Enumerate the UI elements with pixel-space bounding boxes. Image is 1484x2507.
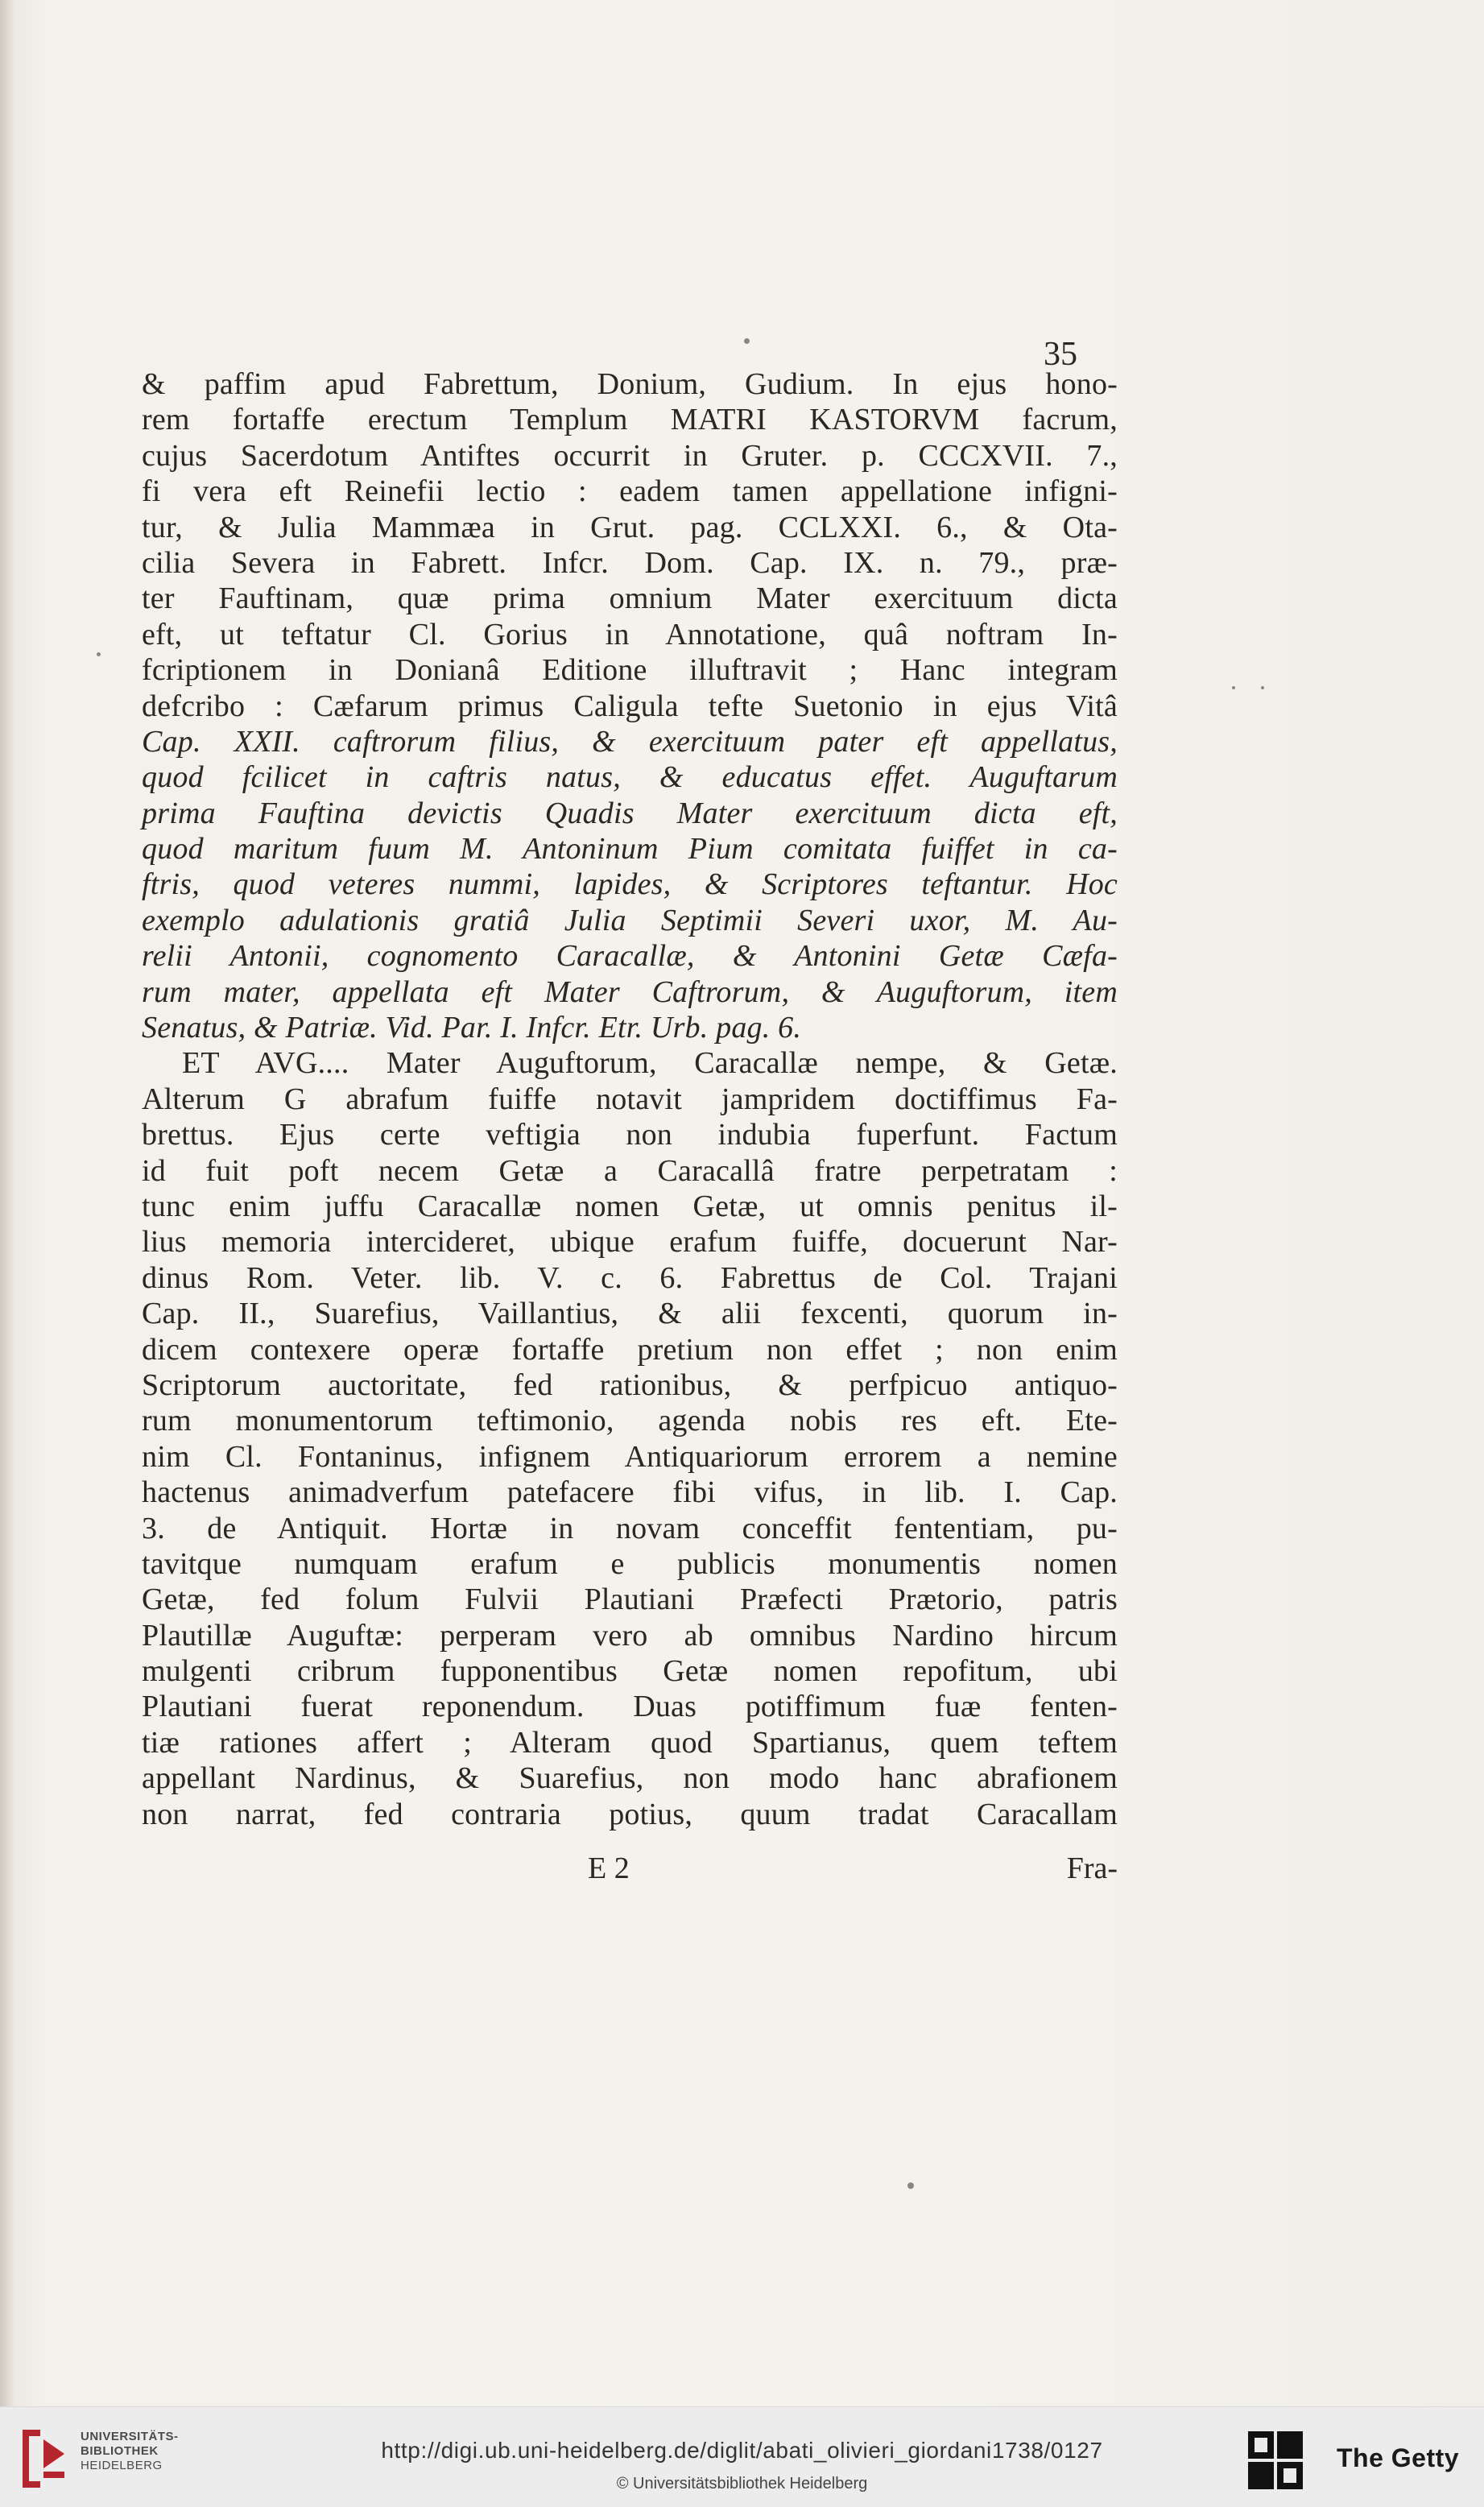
- text-line: Scriptorum auctoritate, fed rationibus, & perfpicuo antiquo-: [142, 1367, 1118, 1402]
- text-line: Cap. XXII. caftrorum filius, & exercituum pater eft appellatus,: [142, 724, 1118, 759]
- text-line: Plautiani fuerat reponendum. Duas potiffimum fuæ fenten-: [142, 1690, 1118, 1724]
- text-line: dinus Rom. Veter. lib. V. c. 6. Fabrettus de Col. Trajani: [142, 1260, 1118, 1295]
- partner-name[interactable]: The Getty: [1337, 2443, 1460, 2472]
- spine-shadow: [0, 0, 14, 2406]
- text-line: defcribo : Cæfarum primus Caligula tefte Suetonio in ejus Vitâ: [142, 689, 1118, 723]
- text-line: nim Cl. Fontaninus, infignem Antiquariorum errorem a nemine: [142, 1439, 1118, 1474]
- body-text: [142, 366, 1118, 1832]
- text-line: rem fortaffe erectum Templum MATRI KASTORVM facrum,: [142, 403, 1118, 437]
- getty-logo-icon[interactable]: [1246, 2430, 1304, 2491]
- library-name-line: UNIVERSITÄTS-: [81, 2430, 179, 2443]
- text-line: fcriptionem in Donianâ Editione illuftravit ; Hanc integram: [142, 653, 1118, 688]
- text-line: & paffim apud Fabrettum, Donium, Gudium. In ejus hono-: [142, 367, 1118, 401]
- text-line: dicem contexere operæ fortaffe pretium non effet ; non enim: [142, 1332, 1118, 1367]
- text-line: quod maritum fuum M. Antoninum Pium comitata fuiffet in ca-: [142, 832, 1118, 867]
- permalink-url[interactable]: http://digi.ub.uni-heidelberg.de/diglit/abati_olivieri_giordani1738/0127: [381, 2438, 1103, 2463]
- signature-mark: E 2: [588, 1851, 630, 1885]
- library-name-line: BIBLIOTHEK: [81, 2444, 159, 2458]
- text-line: appellant Nardinus, & Suarefius, non modo hanc abrafionem: [142, 1761, 1118, 1796]
- text-line: Alterum G abrafum fuiffe notavit jampridem doctiffimus Fa-: [142, 1082, 1118, 1116]
- text-line: 3. de Antiquit. Hortæ in novam conceffit fententiam, pu-: [142, 1511, 1118, 1545]
- page-number: 35: [1044, 336, 1077, 373]
- paper-speck: [97, 652, 101, 656]
- text-line: Senatus, & Patriæ. Vid. Par. I. Infcr. Etr. Urb. pag. 6.: [142, 1011, 802, 1045]
- viewer-footer: [0, 2406, 1484, 2507]
- text-line: tiæ rationes affert ; Alteram quod Spartianus, quem teftem: [142, 1725, 1118, 1760]
- text-line: tur, & Julia Mammæa in Grut. pag. CCLXXI. 6., & Ota-: [142, 510, 1118, 544]
- text-line: tunc enim juffu Caracallæ nomen Getæ, ut omnis penitus il-: [142, 1189, 1118, 1223]
- text-line: ter Fauftinam, quæ prima omnium Mater exercituum dicta: [142, 581, 1118, 616]
- text-line: Plautillæ Auguftæ: perperam vero ab omnibus Nardino hircum: [142, 1618, 1118, 1653]
- text-line: Getæ, fed folum Fulvii Plautiani Præfecti Prætorio, patris: [142, 1582, 1118, 1617]
- page-footer-line: [142, 1850, 1118, 1887]
- text-line: quod fcilicet in caftris natus, & educatus effet. Auguftarum: [142, 760, 1118, 795]
- text-line: fi vera eft Reinefii lectio : eadem tamen appellatione infigni-: [142, 474, 1118, 509]
- text-line: relii Antonii, cognomento Caracallæ, & Antonini Getæ Cæfa-: [142, 939, 1118, 974]
- text-line: cilia Severa in Fabrett. Infcr. Dom. Cap. IX. n. 79., præ-: [142, 545, 1118, 580]
- text-line: eft, ut teftatur Cl. Gorius in Annotatione, quâ noftram In-: [142, 617, 1118, 652]
- catchword: Fra-: [1066, 1851, 1118, 1885]
- text-line: rum monumentorum teftimonio, agenda nobis res eft. Ete-: [142, 1404, 1118, 1438]
- text-line: rum mater, appellata eft Mater Caftrorum, & Auguftorum, item: [142, 974, 1118, 1009]
- copyright-notice: © Universitätsbibliothek Heidelberg: [616, 2475, 868, 2493]
- library-name-line: HEIDELBERG: [81, 2459, 163, 2472]
- text-line: brettus. Ejus certe veftigia non indubia fuperfunt. Factum: [142, 1118, 1118, 1152]
- paper-speck: [744, 338, 750, 344]
- text-line: mulgenti cribrum fupponentibus Getæ nomen repofitum, ubi: [142, 1654, 1118, 1689]
- text-line: lius memoria intercideret, ubique erafum fuiffe, docuerunt Nar-: [142, 1225, 1118, 1260]
- text-line: ET AVG.... Mater Auguftorum, Caracallæ nempe, & Getæ.: [182, 1046, 1118, 1081]
- text-line: tavitque numquam erafum e publicis monumentis nomen: [142, 1546, 1118, 1581]
- text-line: id fuit poft necem Getæ a Caracallâ fratre perpetratam :: [142, 1153, 1118, 1188]
- text-line: ftris, quod veteres nummi, lapides, & Scriptores teftantur. Hoc: [142, 867, 1118, 902]
- text-line: prima Fauftina devictis Quadis Mater exercituum dicta eft,: [142, 796, 1118, 830]
- paper-speck: [1261, 686, 1264, 689]
- text-line: non narrat, fed contraria potius, quum tradat Caracallam: [142, 1797, 1118, 1831]
- paper-speck: [907, 2182, 914, 2189]
- paper-speck: [1232, 686, 1235, 689]
- text-line: Cap. II., Suarefius, Vaillantius, & alii fexcenti, quorum in-: [142, 1297, 1118, 1331]
- text-line: exemplo adulationis gratiâ Julia Septimii Severi uxor, M. Au-: [142, 903, 1118, 937]
- text-line: cujus Sacerdotum Antiftes occurrit in Gruter. p. CCCXVII. 7.,: [142, 438, 1118, 473]
- text-line: hactenus animadverfum patefacere fibi vifus, in lib. I. Cap.: [142, 1475, 1118, 1510]
